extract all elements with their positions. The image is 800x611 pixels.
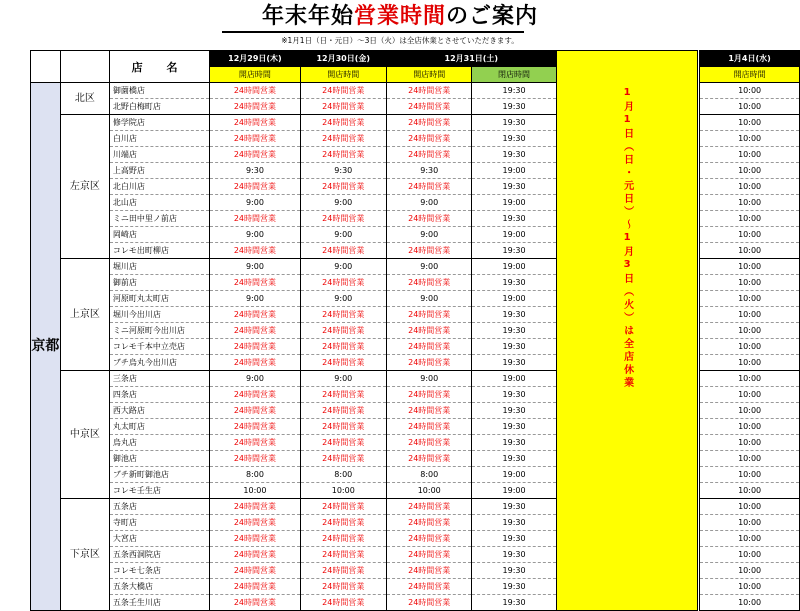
close-dec31: 19:00 xyxy=(472,163,556,179)
open-dec31: 9:00 xyxy=(386,371,472,387)
open-jan4: 10:00 xyxy=(700,531,800,547)
hours-dec30: 24時間営業 xyxy=(300,147,386,163)
open-jan4: 10:00 xyxy=(700,227,800,243)
store-name: 西大路店 xyxy=(109,403,209,419)
open-jan4: 10:00 xyxy=(700,163,800,179)
close-dec31: 19:00 xyxy=(472,483,556,499)
hours-dec29: 24時間営業 xyxy=(210,499,300,515)
open-dec31: 9:00 xyxy=(386,259,472,275)
store-name: 五条壬生川店 xyxy=(109,595,209,611)
hours-dec29: 24時間営業 xyxy=(210,339,300,355)
header-date-dec31: 12月31日(土) xyxy=(386,51,556,67)
store-name: 大宮店 xyxy=(109,531,209,547)
close-dec31: 19:30 xyxy=(472,515,556,531)
store-name: 烏丸店 xyxy=(109,435,209,451)
open-jan4: 10:00 xyxy=(700,211,800,227)
close-dec31: 19:30 xyxy=(472,339,556,355)
hours-dec29: 24時間営業 xyxy=(210,275,300,291)
store-name: 白川店 xyxy=(109,131,209,147)
store-name: ブチ新町御池店 xyxy=(109,467,209,483)
hours-dec30: 9:30 xyxy=(300,163,386,179)
hours-dec29: 24時間営業 xyxy=(210,243,300,259)
hours-dec30: 24時間営業 xyxy=(300,403,386,419)
hours-dec30: 9:00 xyxy=(300,259,386,275)
store-name: 丸太町店 xyxy=(109,419,209,435)
store-name: 堀川今出川店 xyxy=(109,307,209,323)
open-dec31: 24時間営業 xyxy=(386,243,472,259)
close-dec31: 19:30 xyxy=(472,275,556,291)
open-dec31: 24時間営業 xyxy=(386,307,472,323)
hours-dec30: 24時間営業 xyxy=(300,131,386,147)
close-dec31: 19:30 xyxy=(472,147,556,163)
close-dec31: 19:30 xyxy=(472,563,556,579)
hours-dec29: 24時間営業 xyxy=(210,147,300,163)
hours-dec29: 24時間営業 xyxy=(210,403,300,419)
hours-dec30: 10:00 xyxy=(300,483,386,499)
open-dec31: 9:00 xyxy=(386,195,472,211)
store-name: ミニ田中里ノ前店 xyxy=(109,211,209,227)
closure-note: ※1月1日（日・元日）〜3日（火）は全店休業とさせていただきます。 xyxy=(281,36,519,45)
header-row-dates xyxy=(31,51,800,67)
open-jan4: 10:00 xyxy=(700,83,800,99)
header-open-jan4: 開店時間 xyxy=(700,67,800,83)
open-dec31: 24時間営業 xyxy=(386,419,472,435)
store-name: 北山店 xyxy=(109,195,209,211)
open-dec31: 9:00 xyxy=(386,227,472,243)
hours-dec30: 24時間営業 xyxy=(300,547,386,563)
open-dec31: 24時間営業 xyxy=(386,451,472,467)
store-name: 寺町店 xyxy=(109,515,209,531)
header-close-dec31: 閉店時間 xyxy=(472,67,556,83)
hours-dec30: 24時間営業 xyxy=(300,579,386,595)
hours-dec30: 9:00 xyxy=(300,227,386,243)
close-dec31: 19:30 xyxy=(472,115,556,131)
closed-notice: 1月1日（日・元日）〜1月3日（火）は全店休業 xyxy=(621,87,633,390)
open-dec31: 24時間営業 xyxy=(386,131,472,147)
hours-dec29: 9:00 xyxy=(210,291,300,307)
header-blank-pref xyxy=(31,51,61,83)
hours-dec30: 24時間営業 xyxy=(300,99,386,115)
hours-dec30: 24時間営業 xyxy=(300,323,386,339)
close-dec31: 19:30 xyxy=(472,387,556,403)
open-dec31: 24時間営業 xyxy=(386,595,472,611)
store-name: 川端店 xyxy=(109,147,209,163)
store-name: コレモ出町柳店 xyxy=(109,243,209,259)
hours-dec30: 8:00 xyxy=(300,467,386,483)
close-dec31: 19:30 xyxy=(472,419,556,435)
store-name: 四条店 xyxy=(109,387,209,403)
store-name: 五条店 xyxy=(109,499,209,515)
close-dec31: 19:30 xyxy=(472,179,556,195)
close-dec31: 19:30 xyxy=(472,499,556,515)
store-name: コレモ七条店 xyxy=(109,563,209,579)
close-dec31: 19:30 xyxy=(472,451,556,467)
close-dec31: 19:30 xyxy=(472,83,556,99)
open-jan4: 10:00 xyxy=(700,579,800,595)
open-jan4: 10:00 xyxy=(700,419,800,435)
open-jan4: 10:00 xyxy=(700,387,800,403)
open-dec31: 9:30 xyxy=(386,163,472,179)
open-jan4: 10:00 xyxy=(700,435,800,451)
hours-dec30: 24時間営業 xyxy=(300,515,386,531)
hours-dec30: 9:00 xyxy=(300,195,386,211)
hours-dec29: 24時間営業 xyxy=(210,515,300,531)
open-dec31: 24時間営業 xyxy=(386,435,472,451)
ward-label: 上京区 xyxy=(60,259,109,371)
open-jan4: 10:00 xyxy=(700,291,800,307)
close-dec31: 19:30 xyxy=(472,243,556,259)
title-underline xyxy=(222,31,524,33)
close-dec31: 19:30 xyxy=(472,99,556,115)
open-jan4: 10:00 xyxy=(700,243,800,259)
open-jan4: 10:00 xyxy=(700,515,800,531)
hours-dec30: 24時間営業 xyxy=(300,499,386,515)
close-dec31: 19:30 xyxy=(472,547,556,563)
open-jan4: 10:00 xyxy=(700,275,800,291)
store-name: 河原町丸太町店 xyxy=(109,291,209,307)
store-name: 北野白梅町店 xyxy=(109,99,209,115)
hours-dec30: 24時間営業 xyxy=(300,451,386,467)
close-dec31: 19:30 xyxy=(472,131,556,147)
header-date-jan4: 1月4日(水) xyxy=(700,51,800,67)
store-name: ブチ烏丸今出川店 xyxy=(109,355,209,371)
hours-dec29: 24時間営業 xyxy=(210,307,300,323)
open-dec31: 8:00 xyxy=(386,467,472,483)
hours-dec30: 24時間営業 xyxy=(300,563,386,579)
hours-dec30: 9:00 xyxy=(300,371,386,387)
close-dec31: 19:00 xyxy=(472,467,556,483)
close-dec31: 19:00 xyxy=(472,371,556,387)
open-jan4: 10:00 xyxy=(700,147,800,163)
open-dec31: 24時間営業 xyxy=(386,531,472,547)
open-jan4: 10:00 xyxy=(700,99,800,115)
hours-dec29: 24時間営業 xyxy=(210,547,300,563)
close-dec31: 19:30 xyxy=(472,595,556,611)
close-dec31: 19:00 xyxy=(472,291,556,307)
close-dec31: 19:30 xyxy=(472,323,556,339)
hours-dec30: 24時間営業 xyxy=(300,531,386,547)
hours-dec30: 9:00 xyxy=(300,291,386,307)
open-jan4: 10:00 xyxy=(700,371,800,387)
open-dec31: 24時間営業 xyxy=(386,499,472,515)
open-jan4: 10:00 xyxy=(700,259,800,275)
open-dec31: 24時間営業 xyxy=(386,355,472,371)
close-dec31: 19:30 xyxy=(472,307,556,323)
open-jan4: 10:00 xyxy=(700,195,800,211)
store-name: コレモ壬生店 xyxy=(109,483,209,499)
open-jan4: 10:00 xyxy=(700,323,800,339)
hours-dec30: 24時間営業 xyxy=(300,83,386,99)
hours-dec29: 24時間営業 xyxy=(210,99,300,115)
hours-dec29: 24時間営業 xyxy=(210,115,300,131)
hours-dec30: 24時間営業 xyxy=(300,307,386,323)
page-title xyxy=(0,2,800,32)
hours-dec29: 24時間営業 xyxy=(210,451,300,467)
open-dec31: 24時間営業 xyxy=(386,579,472,595)
open-dec31: 24時間営業 xyxy=(386,99,472,115)
hours-dec29: 24時間営業 xyxy=(210,355,300,371)
hours-dec29: 24時間営業 xyxy=(210,531,300,547)
close-dec31: 19:30 xyxy=(472,435,556,451)
hours-dec29: 24時間営業 xyxy=(210,131,300,147)
store-name: 北白川店 xyxy=(109,179,209,195)
store-name: 堀川店 xyxy=(109,259,209,275)
store-name: 岡崎店 xyxy=(109,227,209,243)
open-jan4: 10:00 xyxy=(700,563,800,579)
open-dec31: 24時間営業 xyxy=(386,323,472,339)
title-part1: 年末年始 xyxy=(261,4,354,29)
open-jan4: 10:00 xyxy=(700,355,800,371)
hours-dec30: 24時間営業 xyxy=(300,387,386,403)
open-dec31: 24時間営業 xyxy=(386,387,472,403)
title-highlight: 営業時間 xyxy=(353,4,446,29)
open-dec31: 10:00 xyxy=(386,483,472,499)
close-dec31: 19:30 xyxy=(472,579,556,595)
hours-dec30: 24時間営業 xyxy=(300,595,386,611)
open-dec31: 24時間営業 xyxy=(386,211,472,227)
store-name: 五条西洞院店 xyxy=(109,547,209,563)
title-part2: のご案内 xyxy=(446,4,539,29)
open-jan4: 10:00 xyxy=(700,467,800,483)
open-dec31: 24時間営業 xyxy=(386,563,472,579)
hours-dec29: 24時間営業 xyxy=(210,211,300,227)
open-jan4: 10:00 xyxy=(700,339,800,355)
hours-dec30: 24時間営業 xyxy=(300,339,386,355)
open-dec31: 24時間営業 xyxy=(386,179,472,195)
store-name: 御前店 xyxy=(109,275,209,291)
hours-dec30: 24時間営業 xyxy=(300,419,386,435)
closed-column xyxy=(556,51,697,611)
open-dec31: 24時間営業 xyxy=(386,83,472,99)
hours-dec29: 24時間営業 xyxy=(210,595,300,611)
header-shop-name: 店 名 xyxy=(109,51,209,83)
hours-dec29: 9:30 xyxy=(210,163,300,179)
store-name: コレモ千本中立売店 xyxy=(109,339,209,355)
open-jan4: 10:00 xyxy=(700,451,800,467)
open-dec31: 24時間営業 xyxy=(386,147,472,163)
ward-label: 北区 xyxy=(60,83,109,115)
open-dec31: 9:00 xyxy=(386,291,472,307)
hours-dec30: 24時間営業 xyxy=(300,115,386,131)
open-dec31: 24時間営業 xyxy=(386,275,472,291)
header-date-dec29: 12月29日(木) xyxy=(210,51,300,67)
close-dec31: 19:00 xyxy=(472,227,556,243)
hours-dec29: 10:00 xyxy=(210,483,300,499)
ward-label: 下京区 xyxy=(60,499,109,611)
hours-dec29: 9:00 xyxy=(210,259,300,275)
close-dec31: 19:00 xyxy=(472,259,556,275)
open-jan4: 10:00 xyxy=(700,307,800,323)
close-dec31: 19:30 xyxy=(472,531,556,547)
store-name: 三条店 xyxy=(109,371,209,387)
hours-dec30: 24時間営業 xyxy=(300,355,386,371)
open-jan4: 10:00 xyxy=(700,131,800,147)
open-jan4: 10:00 xyxy=(700,547,800,563)
open-jan4: 10:00 xyxy=(700,179,800,195)
close-dec31: 19:30 xyxy=(472,403,556,419)
ward-label: 左京区 xyxy=(60,115,109,259)
hours-dec30: 24時間営業 xyxy=(300,275,386,291)
header-open-dec29: 開店時間 xyxy=(210,67,300,83)
title-area xyxy=(0,0,800,34)
open-dec31: 24時間営業 xyxy=(386,515,472,531)
close-dec31: 19:00 xyxy=(472,195,556,211)
store-name: ミニ河原町今出川店 xyxy=(109,323,209,339)
hours-dec29: 24時間営業 xyxy=(210,323,300,339)
store-name: 御薗橋店 xyxy=(109,83,209,99)
hours-dec29: 9:00 xyxy=(210,371,300,387)
header-date-dec30: 12月30日(金) xyxy=(300,51,386,67)
hours-dec30: 24時間営業 xyxy=(300,179,386,195)
hours-table xyxy=(30,50,800,611)
close-dec31: 19:30 xyxy=(472,211,556,227)
hours-dec29: 24時間営業 xyxy=(210,579,300,595)
hours-dec29: 24時間営業 xyxy=(210,387,300,403)
store-name: 修学院店 xyxy=(109,115,209,131)
open-jan4: 10:00 xyxy=(700,115,800,131)
hours-dec29: 9:00 xyxy=(210,195,300,211)
hours-dec30: 24時間営業 xyxy=(300,243,386,259)
open-dec31: 24時間営業 xyxy=(386,115,472,131)
prefecture-label: 京都 xyxy=(31,83,61,611)
open-dec31: 24時間営業 xyxy=(386,547,472,563)
store-name: 御池店 xyxy=(109,451,209,467)
header-open-dec31: 開店時間 xyxy=(386,67,472,83)
store-name: 五条大橋店 xyxy=(109,579,209,595)
header-blank-ward xyxy=(60,51,109,83)
header-open-dec30: 開店時間 xyxy=(300,67,386,83)
close-dec31: 19:30 xyxy=(472,355,556,371)
open-jan4: 10:00 xyxy=(700,403,800,419)
hours-dec29: 24時間営業 xyxy=(210,419,300,435)
hours-dec29: 24時間営業 xyxy=(210,179,300,195)
open-dec31: 24時間営業 xyxy=(386,339,472,355)
hours-dec29: 24時間営業 xyxy=(210,563,300,579)
open-jan4: 10:00 xyxy=(700,483,800,499)
hours-dec29: 9:00 xyxy=(210,227,300,243)
hours-dec30: 24時間営業 xyxy=(300,211,386,227)
hours-dec29: 24時間営業 xyxy=(210,83,300,99)
hours-dec29: 8:00 xyxy=(210,467,300,483)
ward-label: 中京区 xyxy=(60,371,109,499)
open-dec31: 24時間営業 xyxy=(386,403,472,419)
hours-dec30: 24時間営業 xyxy=(300,435,386,451)
hours-dec29: 24時間営業 xyxy=(210,435,300,451)
open-jan4: 10:00 xyxy=(700,595,800,611)
open-jan4: 10:00 xyxy=(700,499,800,515)
store-name: 上高野店 xyxy=(109,163,209,179)
